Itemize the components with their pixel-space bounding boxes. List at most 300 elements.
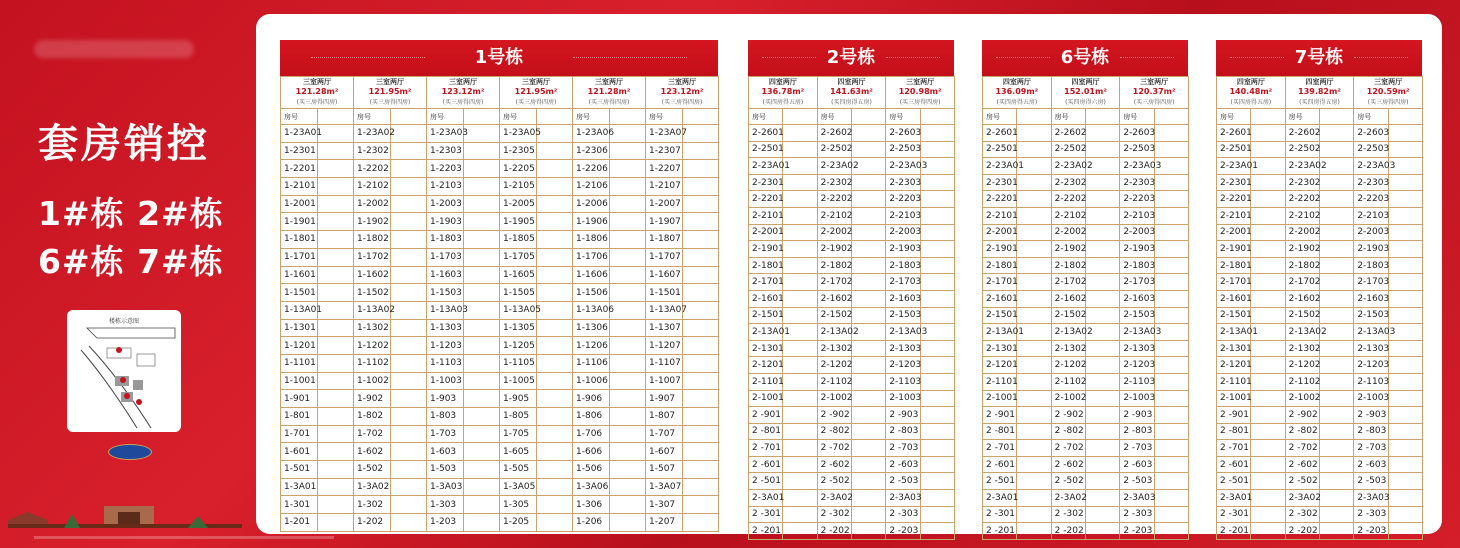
status-header (1388, 109, 1422, 125)
room-status-cell (609, 514, 646, 532)
room-number: 2-1302 (817, 340, 851, 357)
room-status-cell (1388, 440, 1422, 457)
room-number: 2-1502 (817, 307, 851, 324)
room-status-cell (1388, 307, 1422, 324)
room-number: 2-1701 (749, 274, 783, 291)
table-row (983, 440, 1189, 457)
room-status-cell (536, 248, 573, 266)
unit-type-cell (817, 77, 886, 109)
status-header (1251, 109, 1285, 125)
room-number: 1-1602 (354, 266, 391, 284)
room-number: 2-2501 (1217, 141, 1251, 158)
room-number: 2-2003 (1354, 224, 1388, 241)
room-number: 2 -302 (1285, 506, 1319, 523)
room-status-cell (682, 461, 719, 479)
table-row (1217, 456, 1423, 473)
room-status-cell (317, 178, 354, 196)
room-number: 1-2007 (646, 195, 683, 213)
room-number: 2 -202 (1285, 523, 1319, 540)
room-number: 2 -203 (1354, 523, 1388, 540)
room-number: 2-1302 (1051, 340, 1085, 357)
room-number: 2 -603 (886, 456, 920, 473)
unit-type: 四室两厅 (768, 78, 797, 86)
unit-type-cell (573, 77, 646, 109)
room-status-cell (609, 142, 646, 160)
room-status-cell (463, 354, 500, 372)
table-row (281, 408, 719, 426)
room-number: 1-13A07 (646, 301, 683, 319)
room-number: 2-2101 (983, 207, 1017, 224)
buildings-line-1: 1#栋 2#栋 (38, 194, 224, 233)
room-status-cell (536, 231, 573, 249)
room-status-cell (1319, 307, 1353, 324)
room-table (748, 76, 955, 540)
room-status-cell (851, 290, 885, 307)
room-number: 2-1801 (983, 257, 1017, 274)
table-row (749, 357, 955, 374)
room-number: 1-507 (646, 461, 683, 479)
unit-type: 三室两厅 (906, 78, 935, 86)
room-number: 2-2001 (749, 224, 783, 241)
room-number: 1-605 (500, 443, 537, 461)
room-number: 1-806 (573, 408, 610, 426)
room-number-header: 房号 (427, 109, 464, 125)
room-number: 1-2207 (646, 160, 683, 178)
room-status-cell (1154, 257, 1188, 274)
room-status-cell (783, 473, 817, 490)
table-row (1217, 490, 1423, 507)
table-row (749, 523, 955, 540)
status-header (1085, 109, 1119, 125)
table-row (749, 373, 955, 390)
room-number: 1-601 (281, 443, 318, 461)
room-status-cell (536, 213, 573, 231)
room-number: 2-1002 (817, 390, 851, 407)
room-status-cell (1154, 490, 1188, 507)
room-status-cell (851, 390, 885, 407)
room-status-cell (1154, 174, 1188, 191)
room-status-cell (682, 408, 719, 426)
room-number: 2 -902 (1051, 407, 1085, 424)
page-title: 套房销控 (38, 121, 210, 167)
block-title-text: 7号栋 (1294, 47, 1344, 68)
room-number: 2-1303 (1120, 340, 1154, 357)
block-title (280, 40, 718, 76)
status-header (1017, 109, 1051, 125)
room-status-cell (1085, 373, 1119, 390)
room-number: 1-903 (427, 390, 464, 408)
room-number: 2 -503 (1120, 473, 1154, 490)
room-number-header: 房号 (886, 109, 920, 125)
room-number: 2-1501 (1217, 307, 1251, 324)
room-status-cell (317, 248, 354, 266)
room-status-cell (609, 496, 646, 514)
table-row (749, 274, 955, 291)
room-status-cell (1319, 506, 1353, 523)
room-number: 2-2601 (749, 125, 783, 142)
room-number: 2 -303 (1120, 506, 1154, 523)
room-number: 2-1803 (1120, 257, 1154, 274)
room-number: 2-1002 (1285, 390, 1319, 407)
room-number: 2-1103 (886, 373, 920, 390)
room-number: 1-1806 (573, 231, 610, 249)
room-number: 2-1901 (749, 241, 783, 258)
room-status-cell (1085, 440, 1119, 457)
room-number: 2 -601 (1217, 456, 1251, 473)
room-status-cell (463, 160, 500, 178)
room-number: 2-2301 (749, 174, 783, 191)
room-status-cell (1154, 373, 1188, 390)
room-status-cell (783, 207, 817, 224)
room-number: 1-202 (354, 514, 391, 532)
room-number: 1-1702 (354, 248, 391, 266)
table-row (281, 213, 719, 231)
room-number: 1-13A05 (500, 301, 537, 319)
room-status-cell (463, 266, 500, 284)
room-status-cell (920, 506, 954, 523)
room-status-cell (682, 142, 719, 160)
room-number: 1-603 (427, 443, 464, 461)
room-number: 2-1203 (1354, 357, 1388, 374)
room-status-cell (1017, 191, 1051, 208)
room-status-cell (920, 224, 954, 241)
room-number: 1-23A02 (354, 125, 391, 143)
unit-type-cell (354, 77, 427, 109)
room-status-cell (1085, 473, 1119, 490)
buildings-line-2: 6#栋 7#栋 (38, 242, 224, 281)
unit-promo-note: (买三房得四房) (1133, 99, 1175, 106)
status-header (783, 109, 817, 125)
unit-type-cell (1354, 77, 1423, 109)
table-row (749, 141, 955, 158)
unit-promo-note: (买四房得五房) (1299, 99, 1340, 106)
room-status-cell (536, 354, 573, 372)
room-status-cell (920, 523, 954, 540)
table-row (983, 473, 1189, 490)
room-status-cell (390, 354, 427, 372)
room-number: 2-2501 (749, 141, 783, 158)
room-status-cell (1017, 141, 1051, 158)
room-number: 1-2003 (427, 195, 464, 213)
room-number: 2-1503 (1120, 307, 1154, 324)
room-number: 2-1201 (749, 357, 783, 374)
table-row (749, 456, 955, 473)
room-status-cell (1085, 390, 1119, 407)
room-status-cell (1017, 340, 1051, 357)
room-number: 2-2302 (1285, 174, 1319, 191)
unit-area: 120.37m² (1132, 87, 1176, 96)
room-number: 2 -301 (749, 506, 783, 523)
room-status-cell (783, 490, 817, 507)
room-status-cell (1017, 373, 1051, 390)
room-status-cell (609, 284, 646, 302)
room-status-cell (682, 231, 719, 249)
table-row (983, 207, 1189, 224)
table-row (281, 195, 719, 213)
unit-promo-note: (买三房得四房) (899, 99, 941, 106)
room-status-cell (1017, 125, 1051, 142)
room-status-cell (1154, 191, 1188, 208)
room-status-cell (536, 408, 573, 426)
room-number: 1-2002 (354, 195, 391, 213)
table-row (983, 257, 1189, 274)
room-number: 2-13A03 (1120, 324, 1154, 341)
room-status-cell (851, 456, 885, 473)
table-row (983, 141, 1189, 158)
room-number: 2-2202 (817, 191, 851, 208)
footer-disclaimer (34, 536, 334, 539)
room-status-cell (851, 373, 885, 390)
room-number: 1-803 (427, 408, 464, 426)
table-row (281, 425, 719, 443)
room-status-cell (783, 274, 817, 291)
table-row (281, 496, 719, 514)
table-row (1217, 207, 1423, 224)
room-number: 1-1903 (427, 213, 464, 231)
unit-type-cell (1285, 77, 1354, 109)
room-number: 2-1702 (1051, 274, 1085, 291)
room-number: 1-506 (573, 461, 610, 479)
room-number: 2 -201 (749, 523, 783, 540)
room-status-cell (1388, 407, 1422, 424)
room-status-cell (317, 125, 354, 143)
room-status-cell (1017, 241, 1051, 258)
room-number: 1-1703 (427, 248, 464, 266)
room-status-cell (463, 478, 500, 496)
room-status-cell (1251, 490, 1285, 507)
table-row (281, 160, 719, 178)
block-title-text: 2号栋 (826, 47, 876, 68)
room-number: 2 -903 (886, 407, 920, 424)
room-status-cell (317, 142, 354, 160)
unit-area: 139.82m² (1298, 87, 1341, 96)
unit-area: 121.28m² (587, 87, 631, 96)
room-number: 1-705 (500, 425, 537, 443)
room-number: 2-1803 (1354, 257, 1388, 274)
table-row (983, 373, 1189, 390)
room-status-cell (609, 125, 646, 143)
room-status-cell (783, 290, 817, 307)
room-number: 2 -903 (1120, 407, 1154, 424)
room-number: 2-2603 (1354, 125, 1388, 142)
room-status-cell (390, 478, 427, 496)
room-status-cell (1388, 207, 1422, 224)
room-status-cell (463, 319, 500, 337)
room-status-cell (1085, 456, 1119, 473)
room-status-cell (1388, 473, 1422, 490)
room-number: 2-2203 (1354, 191, 1388, 208)
room-number: 2-3A02 (1051, 490, 1085, 507)
room-number: 2 -601 (983, 456, 1017, 473)
room-number: 2 -503 (1354, 473, 1388, 490)
room-status-cell (783, 191, 817, 208)
room-status-cell (1154, 290, 1188, 307)
room-number: 2-1503 (1354, 307, 1388, 324)
room-number: 2-1702 (817, 274, 851, 291)
room-status-cell (1319, 274, 1353, 291)
room-status-cell (1251, 241, 1285, 258)
room-number: 1-1802 (354, 231, 391, 249)
room-number: 2 -601 (749, 456, 783, 473)
room-status-cell (536, 125, 573, 143)
room-status-cell (609, 461, 646, 479)
room-number: 1-703 (427, 425, 464, 443)
room-status-cell (1085, 523, 1119, 540)
room-number: 2 -603 (1120, 456, 1154, 473)
room-number: 2 -202 (1051, 523, 1085, 540)
room-status-cell (1085, 125, 1119, 142)
room-number: 1-302 (354, 496, 391, 514)
room-number: 2 -501 (983, 473, 1017, 490)
room-table (982, 76, 1189, 540)
room-number: 2-23A03 (1354, 158, 1388, 175)
unit-type-cell (749, 77, 818, 109)
room-status-cell (463, 443, 500, 461)
unit-type: 四室两厅 (1002, 78, 1031, 86)
room-status-cell (463, 496, 500, 514)
room-status-cell (609, 372, 646, 390)
room-number-header: 房号 (1051, 109, 1085, 125)
room-status-cell (920, 257, 954, 274)
room-status-cell (783, 390, 817, 407)
room-status-cell (851, 274, 885, 291)
room-status-cell (1388, 274, 1422, 291)
room-status-cell (463, 125, 500, 143)
room-status-cell (1251, 523, 1285, 540)
left-panel (0, 0, 250, 548)
room-status-cell (1319, 174, 1353, 191)
table-row (983, 506, 1189, 523)
unit-type: 三室两厅 (449, 78, 477, 86)
sales-control-board (256, 14, 1442, 537)
room-number: 2 -703 (886, 440, 920, 457)
room-number: 2-1201 (983, 357, 1017, 374)
room-number: 2-1902 (817, 241, 851, 258)
unit-area: 121.95m² (368, 87, 412, 96)
room-number: 1-1301 (281, 319, 318, 337)
status-header (851, 109, 885, 125)
room-number: 2 -202 (817, 523, 851, 540)
room-number: 2-1602 (1285, 290, 1319, 307)
block-title-text: 1号栋 (474, 47, 524, 68)
room-number: 2 -801 (983, 423, 1017, 440)
room-number: 1-606 (573, 443, 610, 461)
room-number: 2-1103 (1120, 373, 1154, 390)
room-number: 1-1506 (573, 284, 610, 302)
room-status-cell (1319, 340, 1353, 357)
room-number: 2-13A01 (983, 324, 1017, 341)
room-status-cell (682, 425, 719, 443)
status-header (463, 109, 500, 125)
room-number: 2-2303 (886, 174, 920, 191)
room-status-cell (1154, 125, 1188, 142)
room-number: 2-23A02 (817, 158, 851, 175)
table-row (1217, 224, 1423, 241)
unit-type: 三室两厅 (303, 78, 331, 86)
unit-area: 121.28m² (295, 87, 339, 96)
room-number: 2-1103 (1354, 373, 1388, 390)
unit-promo-note: (买三房得四房) (369, 99, 411, 106)
room-status-cell (317, 195, 354, 213)
room-status-cell (783, 174, 817, 191)
room-status-cell (1154, 440, 1188, 457)
room-number: 2-1903 (886, 241, 920, 258)
room-number: 1-3A03 (427, 478, 464, 496)
table-row (983, 274, 1189, 291)
room-number: 2-2001 (1217, 224, 1251, 241)
room-number: 2-2001 (983, 224, 1017, 241)
table-row (749, 158, 955, 175)
room-number: 2 -301 (1217, 506, 1251, 523)
room-number: 2-23A03 (886, 158, 920, 175)
room-number: 1-602 (354, 443, 391, 461)
room-status-cell (783, 407, 817, 424)
unit-promo-note: (买三房得四房) (661, 99, 703, 106)
unit-promo-note: (买三房得四房) (296, 99, 338, 106)
room-number: 2-3A01 (983, 490, 1017, 507)
unit-type-cell (646, 77, 719, 109)
unit-type: 三室两厅 (668, 78, 696, 86)
room-number: 2-1703 (1120, 274, 1154, 291)
room-status-cell (609, 337, 646, 355)
room-number-header: 房号 (573, 109, 610, 125)
room-status-cell (1251, 340, 1285, 357)
room-number: 2-1603 (1354, 290, 1388, 307)
room-status-cell (1319, 456, 1353, 473)
room-number: 1-805 (500, 408, 537, 426)
room-number: 2-1202 (1285, 357, 1319, 374)
room-status-cell (1319, 224, 1353, 241)
table-row (983, 407, 1189, 424)
room-status-cell (1319, 290, 1353, 307)
room-number: 2-2503 (1354, 141, 1388, 158)
room-status-cell (783, 373, 817, 390)
room-status-cell (1017, 274, 1051, 291)
room-number: 2-23A01 (983, 158, 1017, 175)
room-number: 1-2306 (573, 142, 610, 160)
room-number: 2-1802 (1051, 257, 1085, 274)
block-title (982, 40, 1188, 76)
room-number: 2-1102 (817, 373, 851, 390)
room-status-cell (920, 490, 954, 507)
room-status-cell (390, 284, 427, 302)
building-block-2 (748, 40, 954, 540)
unit-area: 123.12m² (441, 87, 485, 96)
table-row (1217, 290, 1423, 307)
room-status-cell (851, 357, 885, 374)
status-header (920, 109, 954, 125)
room-status-cell (1085, 357, 1119, 374)
table-row (1217, 158, 1423, 175)
building-block-4 (1216, 40, 1422, 540)
table-row (1217, 506, 1423, 523)
room-status-cell (390, 337, 427, 355)
room-status-cell (1319, 191, 1353, 208)
block-title (748, 40, 954, 76)
status-header (1154, 109, 1188, 125)
room-number: 2-2102 (1051, 207, 1085, 224)
room-number: 1-1606 (573, 266, 610, 284)
room-number: 2-1901 (983, 241, 1017, 258)
room-status-cell (1388, 191, 1422, 208)
room-status-cell (1154, 423, 1188, 440)
room-number: 2 -803 (886, 423, 920, 440)
room-number: 2-1903 (1120, 241, 1154, 258)
room-number: 2-1001 (749, 390, 783, 407)
room-number: 2-1303 (1354, 340, 1388, 357)
unit-promo-note: (买三房得四房) (442, 99, 484, 106)
room-status-cell (390, 319, 427, 337)
